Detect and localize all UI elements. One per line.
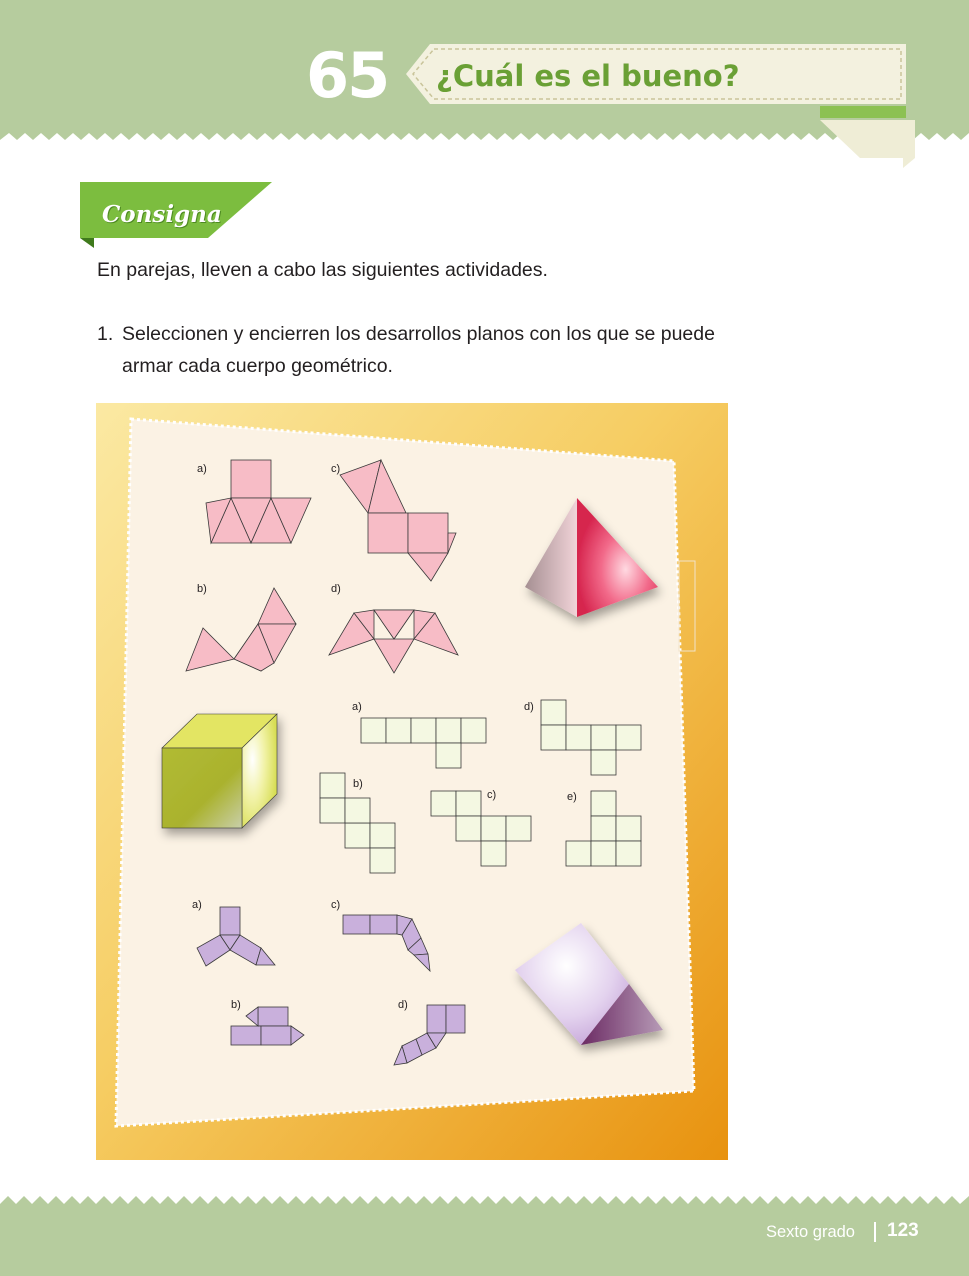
pyramid-label-a: a) — [197, 463, 207, 475]
prism-label-c: c) — [331, 899, 341, 911]
cube-label-e: e) — [567, 791, 577, 803]
activity-panel — [96, 403, 728, 1160]
question-text: Seleccionen y encierren los desarrollos planos con los que se puede armar cada cuerpo geométrico. — [122, 323, 715, 377]
consigna-label: Consigna — [102, 201, 222, 228]
prism-label-a: a) — [192, 899, 202, 911]
lesson-title: ¿Cuál es el bueno? — [436, 59, 740, 93]
pyramid-label-c: c) — [331, 463, 341, 475]
question-number: 1. — [97, 323, 114, 345]
footer-separator — [874, 1222, 876, 1242]
pyramid-label-b: b) — [197, 583, 207, 595]
page-number: 123 — [887, 1220, 919, 1241]
cube-solid — [162, 714, 277, 828]
cube-label-c: c) — [487, 789, 497, 801]
cube-label-d: d) — [524, 701, 534, 713]
cube-label-a: a) — [352, 701, 362, 713]
intro-text: En parejas, lleven a cabo las siguientes actividades. — [97, 259, 548, 281]
footer-grade: Sexto grado — [766, 1223, 855, 1241]
prism-label-b: b) — [231, 999, 241, 1011]
prism-label-d: d) — [398, 999, 408, 1011]
pyramid-label-d: d) — [331, 583, 341, 595]
lesson-number: 65 — [306, 39, 389, 112]
cube-label-b: b) — [353, 778, 363, 790]
